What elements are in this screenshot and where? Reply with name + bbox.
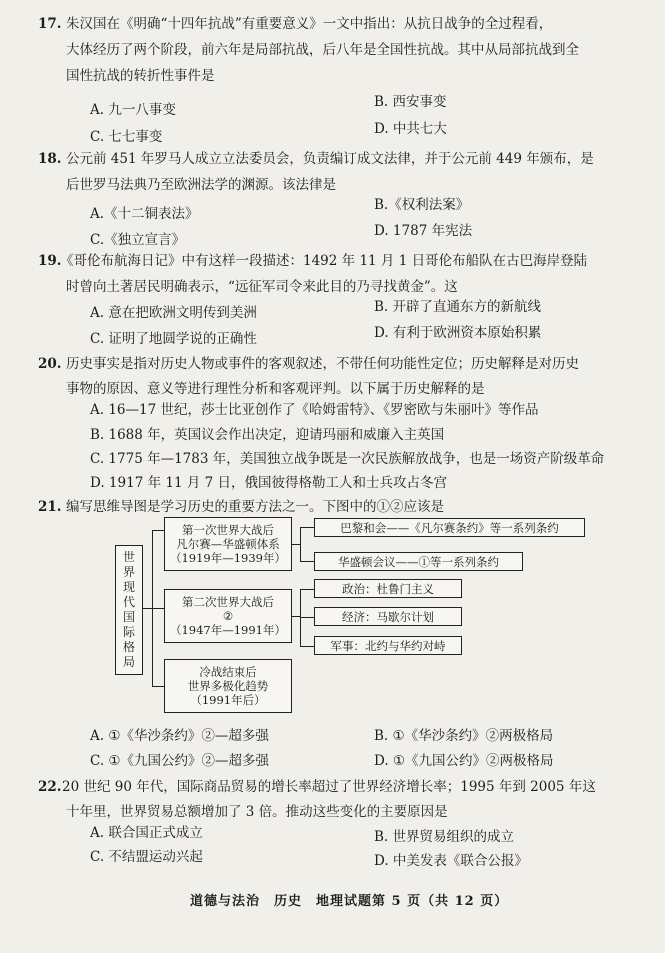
root-to-b3 <box>152 686 164 687</box>
b1-bracket <box>300 527 301 561</box>
q19-option-d: D. 有利于欧洲资本原始积累 <box>374 325 542 341</box>
q20-option-b: B. 1688 年，英国议会作出决定，迎请玛丽和威廉入主英国 <box>90 427 445 443</box>
q22-option-a: A. 联合国正式成立 <box>90 825 203 841</box>
q22-line-2: 十年里，世界贸易总额增加了 3 倍。推动这些变化的主要原因是 <box>66 804 448 820</box>
q18-number: 18. <box>38 151 62 167</box>
q20-option-d: D. 1917 年 11 月 7 日，俄国彼得格勒工人和士兵攻占冬宫 <box>90 475 448 491</box>
branch-ww1 <box>164 517 292 571</box>
q19-line-2: 时曾向土著居民明确表示，“远征军司令来此目的乃寻找黄金”。这 <box>66 279 458 295</box>
leaf-washington-conference: 华盛顿会议——①等一系列条约 <box>314 552 523 571</box>
q18-line-1: 公元前 451 年罗马人成立立法委员会，负责编订成文法律，并于公元前 449 年颁布，是 <box>66 151 594 167</box>
q22-number: 22. <box>38 779 62 795</box>
q21-option-c: C. ①《九国公约》②—超多强 <box>90 753 270 769</box>
branch-ww1-title: 第一次世界大战后 <box>182 523 274 537</box>
branch-ww2-blank: ② <box>222 609 234 623</box>
leaf-politics: 政治：杜鲁门主义 <box>314 579 462 598</box>
q21-line-1: 编写思维导图是学习历史的重要方法之一。下图中的①②应该是 <box>66 499 444 515</box>
page-footer: 道德与法治 历史 地理试题第 5 页（共 12 页） <box>190 894 509 909</box>
q21-option-b: B. ①《华沙条约》②两极格局 <box>374 728 554 744</box>
q18-option-d: D. 1787 年宪法 <box>374 223 473 239</box>
branch-ww2 <box>164 589 292 643</box>
root-to-b2 <box>152 608 164 609</box>
q17-line-2: 大体经历了两个阶段，前六年是局部抗战，后八年是全国性抗战。其中从局部抗战到全 <box>66 42 579 58</box>
q19-option-a: A. 意在把欧洲文明传到美洲 <box>90 305 257 321</box>
q20-line-2: 事物的原因、意义等进行理性分析和客观评判。以下属于历史解释的是 <box>66 381 485 397</box>
q19-number: 19. <box>38 253 62 269</box>
q17-option-d: D. 中共七大 <box>374 121 447 137</box>
branch-post-cold-war-trend: 世界多极化趋势 <box>187 679 269 693</box>
q17-number: 17. <box>38 16 62 32</box>
q17-option-c: C. 七七事变 <box>90 129 163 145</box>
b2-connector <box>292 616 300 617</box>
q21-option-a: A. ①《华沙条约》②—超多强 <box>90 728 269 744</box>
q22-option-c: C. 不结盟运动兴起 <box>90 849 203 865</box>
q19-option-c: C. 证明了地圆学说的正确性 <box>90 331 257 347</box>
leaf-military: 军事：北约与华约对峙 <box>314 636 462 655</box>
q20-number: 20. <box>38 356 62 372</box>
branch-ww2-years: （1947年—1991年） <box>169 623 287 637</box>
q20-line-1: 历史事实是指对历史人物或事件的客观叙述，不带任何功能性定位；历史解释是对历史 <box>66 356 579 372</box>
q22-line-1: 20 世纪 90 年代，国际商品贸易的增长率超过了世界经济增长率；1995 年到 2005 年这 <box>62 779 596 795</box>
q22-option-b: B. 世界贸易组织的成立 <box>374 829 515 845</box>
q21-option-d: D. ①《九国公约》②两极格局 <box>374 753 554 769</box>
leaf-paris-conference: 巴黎和会——《凡尔赛条约》等一系列条约 <box>314 518 585 537</box>
branch-post-cold-war <box>164 659 292 713</box>
q18-option-c: C.《独立宣言》 <box>90 232 186 248</box>
q22-option-d: D. 中美发表《联合公报》 <box>374 853 528 869</box>
mind-map-root: 世界现代国际格局 <box>115 545 143 675</box>
q20-option-c: C. 1775 年—1783 年，美国独立战争既是一次民族解放战争，也是一场资产阶级革命 <box>90 451 605 467</box>
b1-connector <box>292 544 300 545</box>
branch-ww2-title: 第二次世界大战后 <box>182 595 274 609</box>
branch-post-cold-war-years: （1991年后） <box>190 693 266 707</box>
branch-post-cold-war-title: 冷战结束后 <box>199 665 257 679</box>
q17-option-a: A. 九一八事变 <box>90 102 176 118</box>
q20-option-a: A. 16—17 世纪，莎士比亚创作了《哈姆雷特》、《罗密欧与朱丽叶》等作品 <box>90 402 539 418</box>
q18-line-2: 后世罗马法典乃至欧洲法学的渊源。该法律是 <box>66 177 336 193</box>
q17-line-1: 朱汉国在《明确“十四年抗战”有重要意义》一文中指出：从抗日战争的全过程看， <box>66 16 553 32</box>
q21-number: 21. <box>38 499 62 515</box>
q19-option-b: B. 开辟了直通东方的新航线 <box>374 299 542 315</box>
q19-line-1: 《哥伦布航海日记》中有这样一段描述：1492 年 11 月 1 日哥伦布船队在古巴海岸登陆 <box>60 253 588 269</box>
q18-option-b: B.《权利法案》 <box>374 197 470 213</box>
leaf-economy: 经济：马歇尔计划 <box>314 607 462 626</box>
branch-ww1-system: 凡尔赛—华盛顿体系 <box>176 537 280 551</box>
q18-option-a: A.《十二铜表法》 <box>90 206 199 222</box>
q17-option-b: B. 西安事变 <box>374 94 447 110</box>
q17-line-3: 国性抗战的转折性事件是 <box>66 68 215 84</box>
root-to-b1 <box>152 530 164 531</box>
root-connector <box>143 608 152 609</box>
branch-ww1-years: （1919年—1939年） <box>169 551 287 565</box>
